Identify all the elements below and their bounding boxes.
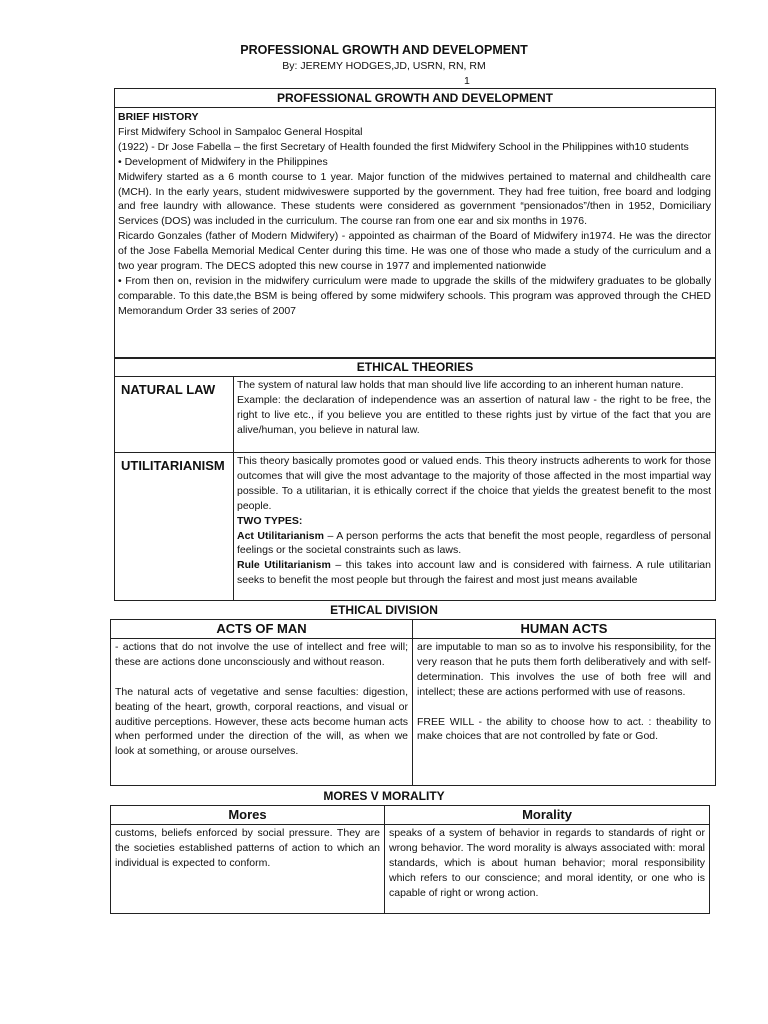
mores-morality-table [110,805,710,914]
history-paragraph: • From then on, revision in the midwifery curriculum were made to upgrade the skills of the midwifery graduates to be globally comparable. To this date,the BSM is being offered by some midwifery schools. This program was approved through the CHED Memorandum Order 33 series of 2007 [118,274,711,317]
utilitarianism-definition: This theory basically promotes good or valued ends. This theory instructs adherents to work for those outcomes that will give the most advantage to the majority of those affected in the most impartial way possible. To a utilitarian, it is ethically correct if the choice that yields the greatest benefit to the most people. [237,455,711,512]
acts-of-man-definition: - actions that do not involve the use of intellect and free will; these are actions done unconsciously and without reason. [115,641,408,668]
history-body [115,108,715,319]
history-paragraph: First Midwifery School in Sampaloc General Hospital [118,125,363,138]
document-title: PROFESSIONAL GROWTH AND DEVELOPMENT [240,43,528,57]
free-will-definition: FREE WILL - the ability to choose how to act. : theability to make choices that are not controlled by fate or God. [417,715,711,743]
mores-cell [111,825,385,913]
two-types-heading: TWO TYPES: [237,514,303,527]
act-utilitarianism-term: Act Utilitarianism [237,529,324,542]
rule-utilitarianism [237,558,711,588]
history-section [114,88,716,358]
human-acts-cell [413,639,715,785]
morality-header: Morality [385,806,709,825]
mores-definition: customs, beliefs enforced by social pressure. They are the societies established patterns of action to which an individual is expected to conform. [115,827,380,869]
history-section-title: PROFESSIONAL GROWTH AND DEVELOPMENT [115,89,715,108]
natural-law-label: NATURAL LAW [115,377,234,452]
acts-of-man-header: ACTS OF MAN [111,620,413,639]
rule-utilitarianism-term: Rule Utilitarianism [237,559,331,572]
page-number: 1 [464,75,470,87]
natural-law-definition: The system of natural law holds that man should live life according to an inherent human nature. [237,379,684,391]
document-author: By: JEREMY HODGES,JD, USRN, RN, RM [282,60,486,72]
natural-law-row [115,377,715,453]
morality-definition: speaks of a system of behavior in regards to standards of right or wrong behavior. The word morality is always associated with: moral standards, which is about human behavior; moral responsibility which refers to our conscience; and moral identity, or one who is capable of right or wrong action. [389,827,705,899]
acts-of-man-cell [111,639,413,785]
history-heading: BRIEF HISTORY [118,111,199,123]
rule-utilitarianism-text: – this takes into account law and is considered with fairness. A rule utilitarian seeks to benefit the most people but through the fairest and most just means available [237,559,711,587]
history-paragraph: Ricardo Gonzales (father of Modern Midwifery) - appointed as chairman of the Board of Midwifery in1974. He was the director of the Jose Fabella Memorial Medical Center during this time. He was one of those who made a study of the curriculum and a two year program. The DECS adopted this new course in 1977 and implemented nationwide [118,230,711,273]
ethical-division-table [110,619,716,786]
human-acts-header: HUMAN ACTS [413,620,715,639]
acts-of-man-examples: The natural acts of vegetative and sense faculties: digestion, beating of the heart, growth, corporal reactions, and visual or auditive perceptions. However, these acts become human acts when performed under the direction of the will, as when we look at something, or arouse ourselves. [115,685,408,758]
utilitarianism-body [234,453,715,601]
utilitarianism-label: UTILITARIANISM [115,453,234,601]
utilitarianism-row [115,453,715,601]
history-paragraph: Midwifery started as a 6 month course to 1 year. Major function of the midwives pertained to maternal and childhealth care (MCH). In the early years, student midwiveswere supported by the government. They had free tuition, free board and lodging and free laundry with allowance. These students were considered as government “pensionados”/then in 1952, Domiciliary Services (DOS) was included in the curriculum. The course ran from one ear and six months in 1976. [118,170,711,228]
human-acts-definition: are imputable to man so as to involve his responsibility, for the very reason that he puts them forth deliberatively and with self-determination. This involves the use of both free will and intellect; these are actions performed with use of reasons. [417,641,711,698]
natural-law-example: Example: the declaration of independence was an assertion of natural law - the right to be free, the right to live etc., if you believe you are entitled to these rights just by virtue of the fact that you are alive/human, you believe in natural law. [237,393,711,436]
history-paragraph: • Development of Midwifery in the Philippines [118,155,328,168]
ethical-theories-section [114,358,716,601]
act-utilitarianism [237,529,711,559]
natural-law-body [234,377,715,452]
ethical-theories-title: ETHICAL THEORIES [115,359,715,377]
ethical-division-title: ETHICAL DIVISION [330,603,438,617]
mores-morality-title: MORES V MORALITY [323,789,445,803]
act-utilitarianism-text: – A person performs the acts that benefit the most people, regardless of personal feelings or the societal constraints such as laws. [237,529,711,557]
mores-header: Mores [111,806,385,825]
morality-cell [385,825,709,913]
history-paragraph: (1922) - Dr Jose Fabella – the first Secretary of Health founded the first Midwifery School in the Philippines with10 students [118,140,689,153]
